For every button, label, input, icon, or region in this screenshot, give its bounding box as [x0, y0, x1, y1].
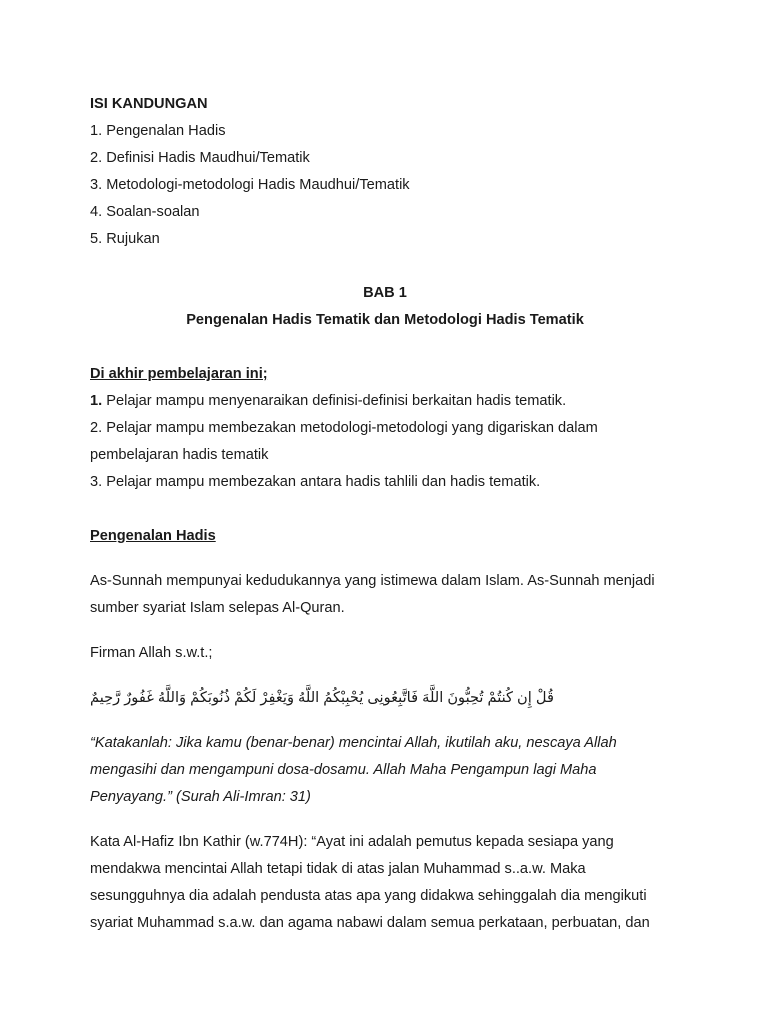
- chapter-title: Pengenalan Hadis Tematik dan Metodologi Hadis Tematik: [186, 312, 584, 328]
- translation-line: mengasihi dan mengampuni dosa-dosamu. Allah Maha Pengampun lagi Maha: [90, 762, 597, 778]
- objective-number: 1.: [90, 393, 103, 409]
- objectives-heading: Di akhir pembelajaran ini;: [90, 366, 268, 382]
- translation-line: “Katakanlah: Jika kamu (benar-benar) mencintai Allah, ikutilah aku, nescaya Allah: [90, 735, 617, 751]
- translation-line: Penyayang.” (Surah Ali-Imran: 31): [90, 789, 311, 805]
- paragraph-line: sumber syariat Islam selepas Al-Quran.: [90, 600, 345, 616]
- objective-item: 3. Pelajar mampu membezakan antara hadis tahlili dan hadis tematik.: [90, 474, 541, 490]
- objective-text: Pelajar mampu menyenaraikan definisi-definisi berkaitan hadis tematik.: [102, 393, 567, 409]
- firman-label: Firman Allah s.w.t.;: [90, 645, 213, 661]
- toc-item: 2. Definisi Hadis Maudhui/Tematik: [90, 150, 310, 166]
- section-heading: Pengenalan Hadis: [90, 528, 216, 544]
- objective-item-continuation: pembelajaran hadis tematik: [90, 447, 269, 463]
- arabic-verse-text: قُلْ إِن كُنتُمْ تُحِبُّونَ اللَّهَ فَاتَّبِعُونِى يُحْبِبْكُمُ اللَّهُ وَيَغْفِرْ لَكُمْ ذُنُوبَكُمْ وَاللَّهُ غَفُورٌ رَّحِيمٌ: [90, 690, 554, 706]
- intro-section: [90, 523, 680, 937]
- chapter-label: BAB 1: [363, 285, 407, 301]
- chapter-heading: [90, 280, 680, 334]
- objective-item: [90, 388, 680, 415]
- toc-item: 4. Soalan-soalan: [90, 204, 200, 220]
- quote-line: mendakwa mencintai Allah tetapi tidak di atas jalan Muhammad s..a.w. Maka: [90, 861, 586, 877]
- quote-line: syariat Muhammad s.a.w. dan agama nabawi dalam semua perkataan, perbuatan, dan: [90, 915, 650, 931]
- learning-objectives: [90, 361, 680, 496]
- quote-line: Kata Al-Hafiz Ibn Kathir (w.774H): “Ayat ini adalah pemutus kepada sesiapa yang: [90, 834, 614, 850]
- document-content: [90, 91, 680, 937]
- paragraph-line: As-Sunnah mempunyai kedudukannya yang istimewa dalam Islam. As-Sunnah menjadi: [90, 573, 655, 589]
- toc-item: 3. Metodologi-metodologi Hadis Maudhui/Tematik: [90, 177, 410, 193]
- toc-item: 1. Pengenalan Hadis: [90, 123, 226, 139]
- arabic-verse: [90, 685, 680, 712]
- quote-line: sesungguhnya dia adalah pendusta atas apa yang didakwa sehinggalah dia mengikuti: [90, 888, 647, 904]
- objective-item: 2. Pelajar mampu membezakan metodologi-metodologi yang digariskan dalam: [90, 420, 598, 436]
- toc-heading: ISI KANDUNGAN: [90, 96, 208, 112]
- table-of-contents: [90, 91, 680, 253]
- toc-item: 5. Rujukan: [90, 231, 160, 247]
